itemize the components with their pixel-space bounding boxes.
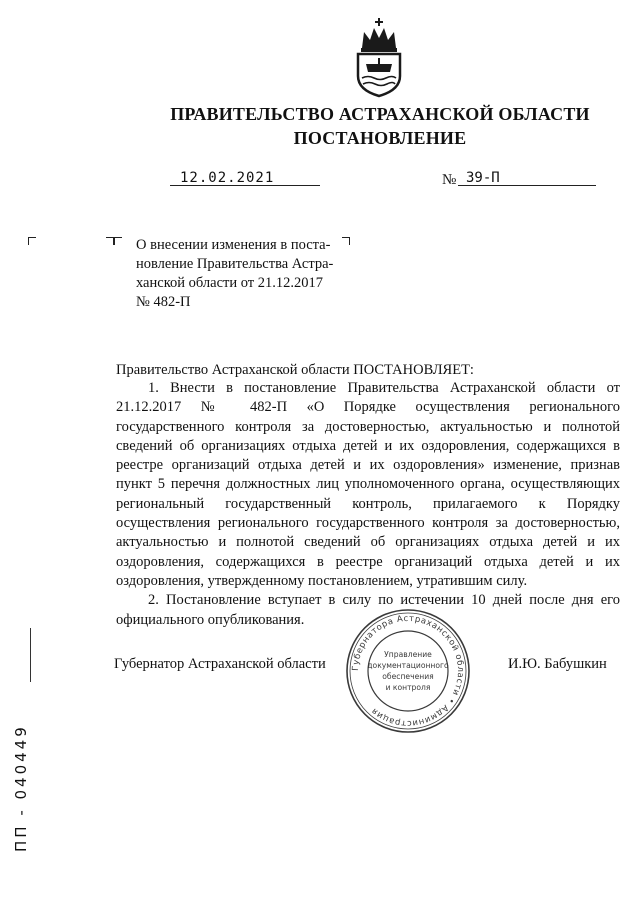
corner-mark-subject-left-a (106, 237, 114, 245)
official-stamp (344, 607, 472, 735)
document-subject (136, 236, 356, 312)
subject-line: О внесении изменения в поста- (136, 237, 331, 253)
document-date: 12.02.2021 (180, 170, 275, 186)
organization-title: ПРАВИТЕЛЬСТВО АСТРАХАНСКОЙ ОБЛАСТИ (170, 104, 590, 124)
corner-mark-subject-left-b (114, 237, 122, 245)
signatory-title: Губернатор Астраханской области (114, 656, 326, 672)
number-underline (458, 185, 596, 186)
subject-line: № 482-П (136, 294, 191, 310)
preamble: Правительство Астраханской области ПОСТАНОВЛЯЕТ: (116, 362, 474, 378)
corner-mark-left (28, 237, 36, 245)
document-type-title: ПОСТАНОВЛЕНИЕ (293, 128, 467, 148)
date-underline (170, 185, 320, 186)
subject-line: новление Правительства Астра- (136, 256, 334, 272)
margin-line (30, 628, 31, 682)
serial-number: ПП - 040449 (12, 724, 30, 852)
stamp-center-line: Управление (384, 650, 432, 659)
coat-of-arms-emblem (350, 18, 408, 98)
subject-line: ханской области от 21.12.2017 (136, 275, 323, 291)
stamp-center-line: и контроля (385, 683, 431, 692)
number-label: № (442, 172, 457, 188)
document-body (116, 379, 620, 630)
document-number: 39-П (466, 170, 500, 186)
stamp-center-line: обеспечения (382, 672, 434, 681)
paragraph-2: 2. Постановление вступает в силу по истечении 10 дней после дня его официального опубликования. (116, 592, 620, 628)
stamp-center-line: документационного (367, 661, 449, 670)
stamp-ring-text: Губернатора Астраханской области • Администрация (350, 613, 466, 729)
paragraph-1: 1. Внести в постановление Правительства Астраханской области от 21.12.2017 № 482-П «О Порядке осуществления регионального государственного контроля за достоверностью, актуальностью и полнотой сведений об организациях отдыха детей и их оздоровления, содержащихся в реестре организаций отдыха детей и их оздоровления» изменение, признав пункт 5 перечня должностных лиц уполномоченного органа, осуществляющих региональный государственный контроль, прилагаемого к Порядку осуществления регионального государственного контроля за достоверностью, актуальностью и полнотой сведений об организациях отдыха детей и их оздоровления, содержащихся в реестре организаций отдыха детей и их оздоровления, утвержденному постановлением, утратившим силу. (116, 380, 620, 589)
signatory-name: И.Ю. Бабушкин (508, 656, 607, 672)
